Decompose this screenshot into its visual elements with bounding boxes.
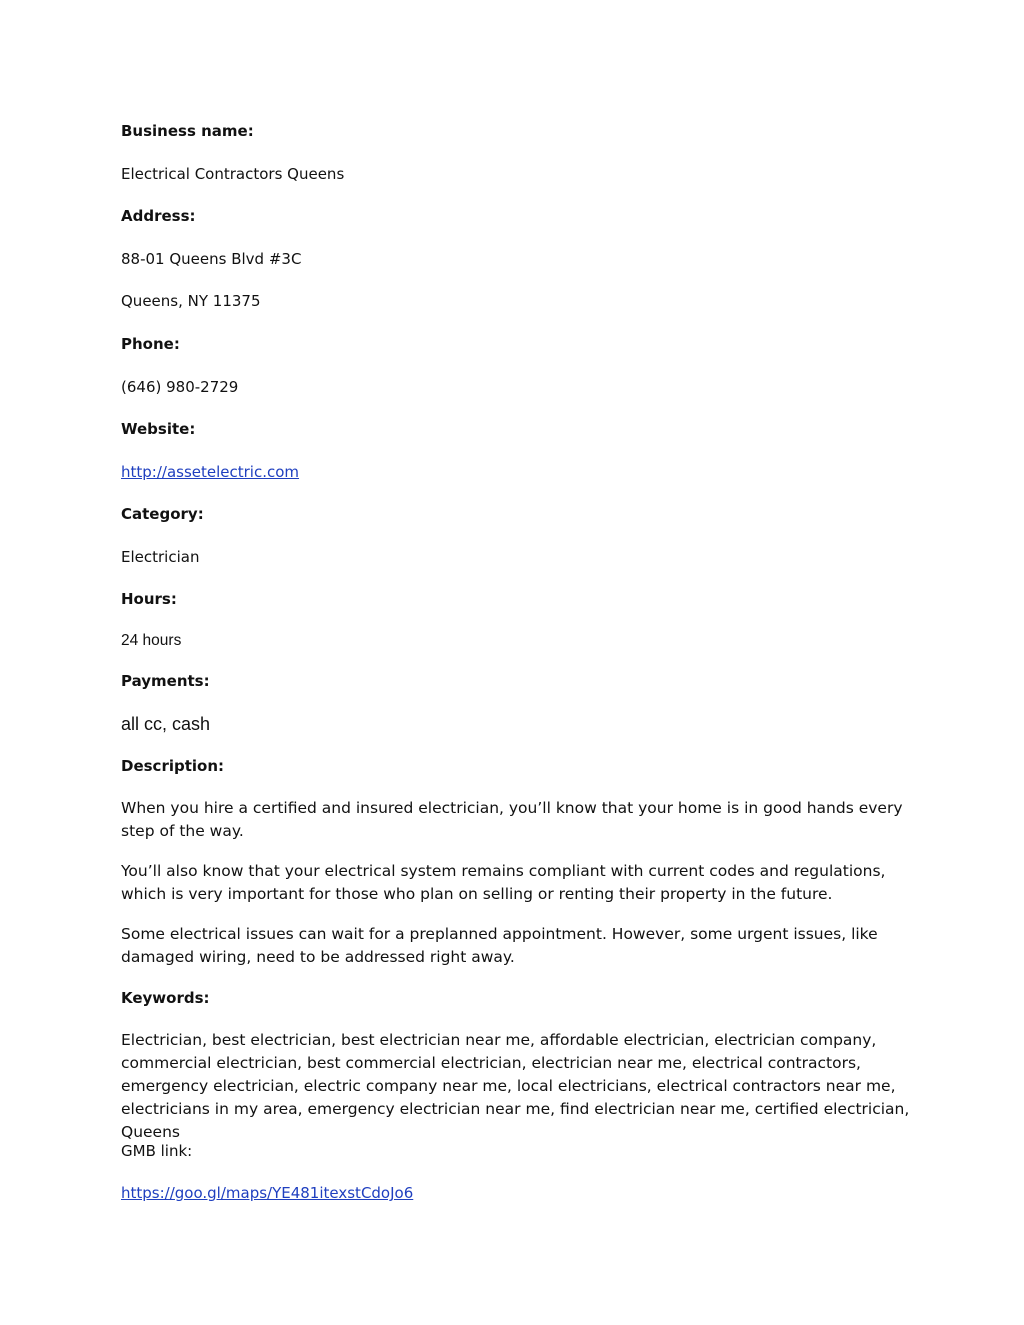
gmb-line	[121, 1183, 911, 1203]
phone-value: (646) 980-2729	[121, 378, 239, 396]
description-paragraph: Some electrical issues can wait for a preplanned appointment. However, some urgent issues, like damaged wiring, need to be addressed right away.	[121, 925, 878, 966]
hours-value: 24 hours	[121, 632, 182, 649]
business-name-value: Electrical Contractors Queens	[121, 165, 345, 183]
gmb-link[interactable]: https://goo.gl/maps/YE481itexstCdoJo6	[121, 1184, 414, 1202]
category-value: Electrician	[121, 548, 200, 566]
description-label: Description:	[121, 757, 225, 775]
keywords-label: Keywords:	[121, 989, 210, 1007]
payments-label: Payments:	[121, 672, 210, 690]
business-name-label: Business name:	[121, 122, 254, 140]
description-paragraph: When you hire a certified and insured electrician, you’ll know that your home is in good hands every step of the way.	[121, 799, 903, 840]
payments-value: all cc, cash	[121, 714, 211, 734]
keywords-value: Electrician, best electrician, best electrician near me, affordable electrician, electrician company, commercial electrician, best commercial electrician, electrician near me, electrical contractors, emergency electrician, electric company near me, local electricians, electrical contractors near me, electricians in my area, emergency electrician near me, find electrician near me, certified electrician, Queens	[121, 1031, 910, 1141]
hours-label: Hours:	[121, 590, 177, 608]
website-line	[121, 462, 911, 482]
address-line-1: 88-01 Queens Blvd #3C	[121, 250, 302, 268]
website-label: Website:	[121, 420, 196, 438]
address-line-2: Queens, NY 11375	[121, 292, 261, 310]
category-label: Category:	[121, 505, 204, 523]
description-paragraph: You’ll also know that your electrical system remains compliant with current codes and regulations, which is very important for those who plan on selling or renting their property in the future.	[121, 862, 886, 903]
address-label: Address:	[121, 207, 196, 225]
website-link[interactable]: http://assetelectric.com	[121, 463, 300, 481]
phone-label: Phone:	[121, 335, 180, 353]
gmb-label: GMB link:	[121, 1142, 193, 1160]
